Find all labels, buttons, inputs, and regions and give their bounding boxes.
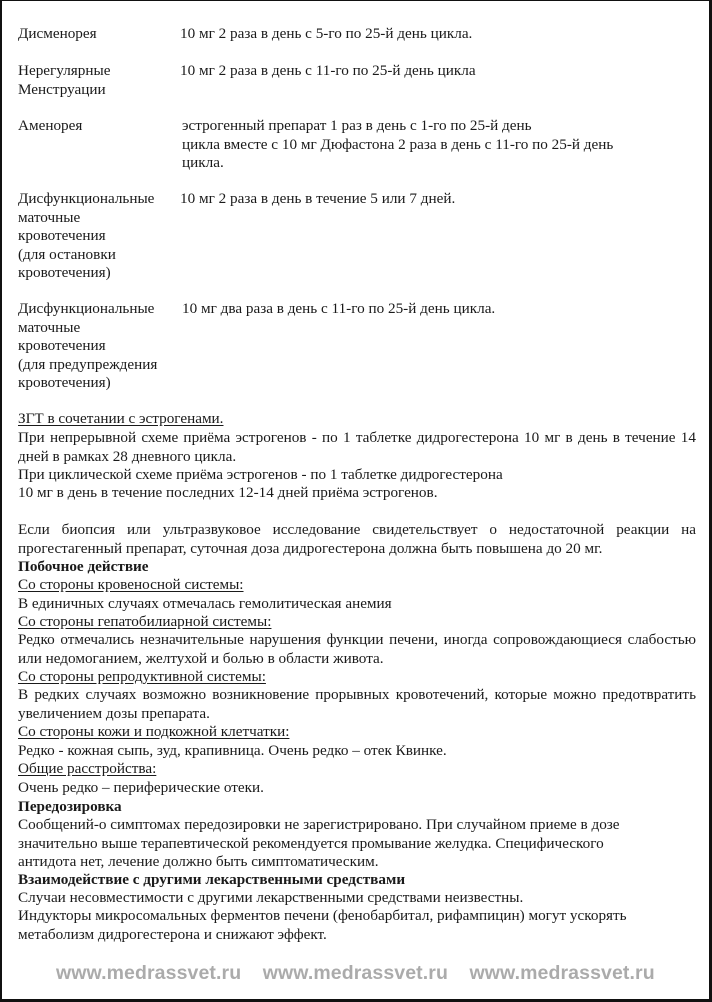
dosage-value: [182, 300, 692, 319]
general-disorders-heading: Общие расстройства:: [18, 760, 157, 777]
indication-label: [18, 62, 178, 99]
label-line: (для остановки: [18, 245, 116, 263]
hrt-continuous-text: При непрерывной схеме приёма эстрогенов - по 1 таблетке дидрогестерона 10 мг в день в течение 14 дней в рамках 28 дневного цикла.: [18, 429, 696, 465]
watermark-text: www.medrassvet.ru: [469, 962, 655, 984]
indication-label: [18, 190, 178, 283]
biopsy-note: Если биопсия или ультразвуковое исследование свидетельствует о недостаточной реакции на прогестагенный препарат, суточная доза дидрогестерона должна быть повышена до 20 мг.: [18, 521, 696, 557]
value-line: цикла.: [182, 154, 224, 172]
value-line: эстрогенный препарат 1 раз в день с 1-го по 25-й день: [182, 117, 532, 134]
label-line: Аменорея: [18, 117, 83, 134]
watermark: [56, 962, 656, 985]
dosage-value: [180, 190, 690, 209]
label-line: (для предупреждения: [18, 355, 158, 373]
interactions-line-3: метаболизм дидрогестерона и снижают эффект.: [18, 926, 327, 943]
blood-system-text: В единичных случаях отмечалась гемолитическая анемия: [18, 595, 392, 612]
value-line: 10 мг 2 раза в день с 5-го по 25-й день цикла.: [180, 25, 473, 42]
value-line: 10 мг 2 раза в день с 11-го по 25-й день цикла: [180, 62, 476, 79]
label-line: Нерегулярные: [18, 62, 111, 79]
watermark-text: www.medrassvet.ru: [262, 962, 448, 984]
label-line: маточные: [18, 208, 81, 226]
hrt-cyclic-line-2: 10 мг в день в течение последних 12-14 дней приёма эстрогенов.: [18, 484, 438, 501]
hrt-cyclic-line-1: При циклической схеме приёма эстрогенов - по 1 таблетке дидрогестерона: [18, 466, 503, 483]
indication-label: [18, 25, 178, 44]
watermark-text: www.medrassvet.ru: [56, 962, 242, 984]
interactions-line-1: Случаи несовместимости с другими лекарственными средствами неизвестны.: [18, 889, 524, 906]
dosage-value: [180, 62, 690, 81]
general-disorders-text: Очень редко – периферические отеки.: [18, 779, 264, 796]
dosage-value: [180, 25, 690, 44]
value-line: 10 мг 2 раза в день в течение 5 или 7 дней.: [180, 190, 456, 207]
interactions-heading: Взаимодействие с другими лекарственными средствами: [18, 871, 406, 888]
label-line: кровотечения): [18, 264, 111, 282]
side-effects-heading: Побочное действие: [18, 558, 149, 575]
label-line: маточные: [18, 318, 81, 336]
hepatobiliary-heading: Со стороны гепатобилиарной системы:: [18, 613, 272, 630]
reproductive-heading: Со стороны репродуктивной системы:: [18, 668, 266, 685]
label-line: Дисменорея: [18, 25, 97, 42]
overdose-heading: Передозировка: [18, 798, 122, 815]
indication-label: [18, 300, 178, 393]
skin-heading: Со стороны кожи и подкожной клетчатки:: [18, 723, 290, 740]
label-line: Дисфункциональные: [18, 190, 155, 207]
label-line: кровотечения: [18, 337, 106, 355]
reproductive-text: В редких случаях возможно возникновение прорывных кровотечений, которые можно предотвратить увеличением дозы препарата.: [18, 686, 696, 722]
indication-label: [18, 117, 178, 136]
label-line: кровотечения): [18, 374, 111, 392]
skin-text: Редко - кожная сыпь, зуд, крапивница. Очень редко – отек Квинке.: [18, 742, 447, 759]
overdose-line-2: значительно выше терапевтической рекомендуется промывание желудка. Специфического: [18, 835, 604, 852]
overdose-line-1: Сообщений-о симптомах передозировки не зарегистрировано. При случайном приеме в дозе: [18, 816, 620, 833]
interactions-line-2: Индукторы микросомальных ферментов печени (фенобарбитал, рифампицин) могут ускорять: [18, 907, 627, 924]
hepatobiliary-text: Редко отмечались незначительные нарушения функции печени, иногда сопровождающиеся слабостью или недомоганием, желтухой и болью в области живота.: [18, 631, 696, 667]
label-line: Дисфункциональные: [18, 300, 155, 317]
value-line: 10 мг два раза в день с 11-го по 25-й день цикла.: [182, 300, 496, 317]
value-line: цикла вместе с 10 мг Дюфастона 2 раза в день с 11-го по 25-й день: [182, 135, 614, 153]
hrt-heading: ЗГТ в сочетании с эстрогенами.: [18, 410, 224, 427]
dosage-value: [182, 117, 692, 173]
overdose-line-3: антидота нет, лечение должно быть симптоматическим.: [18, 853, 379, 870]
label-line: Менструации: [18, 80, 106, 98]
blood-system-heading: Со стороны кровеносной системы:: [18, 576, 244, 593]
label-line: кровотечения: [18, 227, 106, 245]
